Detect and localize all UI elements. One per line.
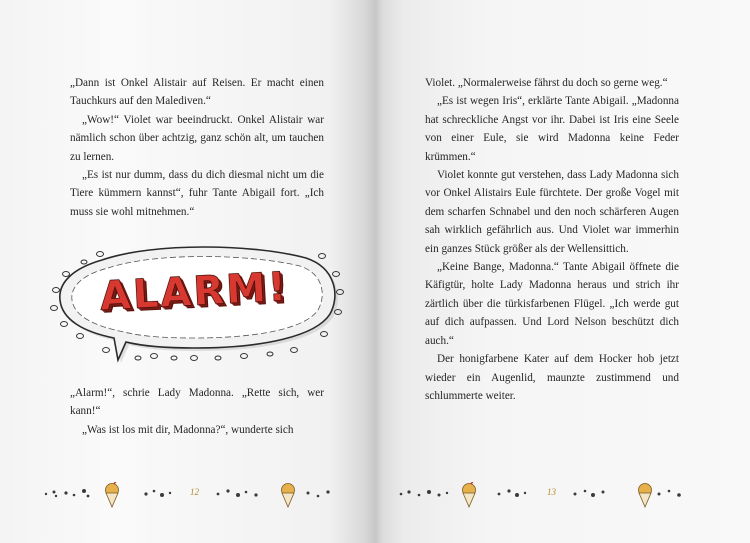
- right-footer-ornament: [395, 482, 695, 506]
- paragraph: „Alarm!“, schrie Lady Madonna. „Rette sich, wer kann!“: [70, 387, 324, 418]
- page-number: 13: [547, 487, 556, 497]
- ice-cream-cone-icon: [274, 482, 302, 508]
- ice-cream-cone-icon: [631, 482, 659, 508]
- left-page-top-text: [70, 74, 324, 221]
- paragraph: „Es ist wegen Iris“, erklärte Tante Abigail. „Madonna hat schreckliche Angst vor ihr. Dabei ist Iris eine Seele von einer Eule, sie wird Madonna keine Feder krümmen.“: [425, 95, 679, 163]
- right-page-text: [425, 74, 679, 405]
- left-footer-ornament: [42, 482, 342, 506]
- paragraph: „Es ist nur dumm, dass du dich diesmal nicht um die Tiere kümmern kannst“, fuhr Tante Abigail fort. „Ich muss sie wohl mitnehmen.“: [70, 169, 324, 218]
- paragraph: Violet. „Normalerweise fährst du doch so gerne weg.“: [425, 77, 668, 89]
- ice-cream-cone-icon: [98, 482, 126, 508]
- ice-cream-cone-icon: [455, 482, 483, 508]
- page-number: 12: [190, 487, 199, 497]
- alarm-speech-bubble: [44, 238, 344, 364]
- paragraph: „Wow!“ Violet war beeindruckt. Onkel Alistair war nämlich schon über achtzig, ganz schön alt, um tauchen zu lernen.: [70, 113, 324, 163]
- paragraph: „Was ist los mit dir, Madonna?“, wunderte sich: [82, 423, 294, 436]
- alarm-lettering: ALARM!: [98, 264, 290, 320]
- right-page: [375, 0, 750, 543]
- paragraph: „Dann ist Onkel Alistair auf Reisen. Er macht einen Tauchkurs auf den Malediven.“: [70, 77, 324, 108]
- paragraph: „Keine Bange, Madonna.“ Tante Abigail öffnete die Käfigtür, holte Lady Madonna heraus und strich ihr zärtlich über die türkisfarbenen Flügel. „Ich werde gut auf dich aufpassen. Und Lord Nelson beschützt dich auch.“: [425, 261, 679, 347]
- left-page-bottom-text: [70, 384, 324, 439]
- paragraph: Der honigfarbene Kater auf dem Hocker hob jetzt wieder ein Augenlid, maunzte zustimmend und schlummerte weiter.: [425, 353, 679, 402]
- paragraph: Violet konnte gut verstehen, dass Lady Madonna sich vor Onkel Alistairs Eule fürchtete. Der große Vogel mit dem scharfen Schnabel und den noch schärferen Augen sah wirklich gefährlich aus. Und Violet war immerhin ein ganzes Stück größer als der Wellensittich.: [425, 169, 679, 255]
